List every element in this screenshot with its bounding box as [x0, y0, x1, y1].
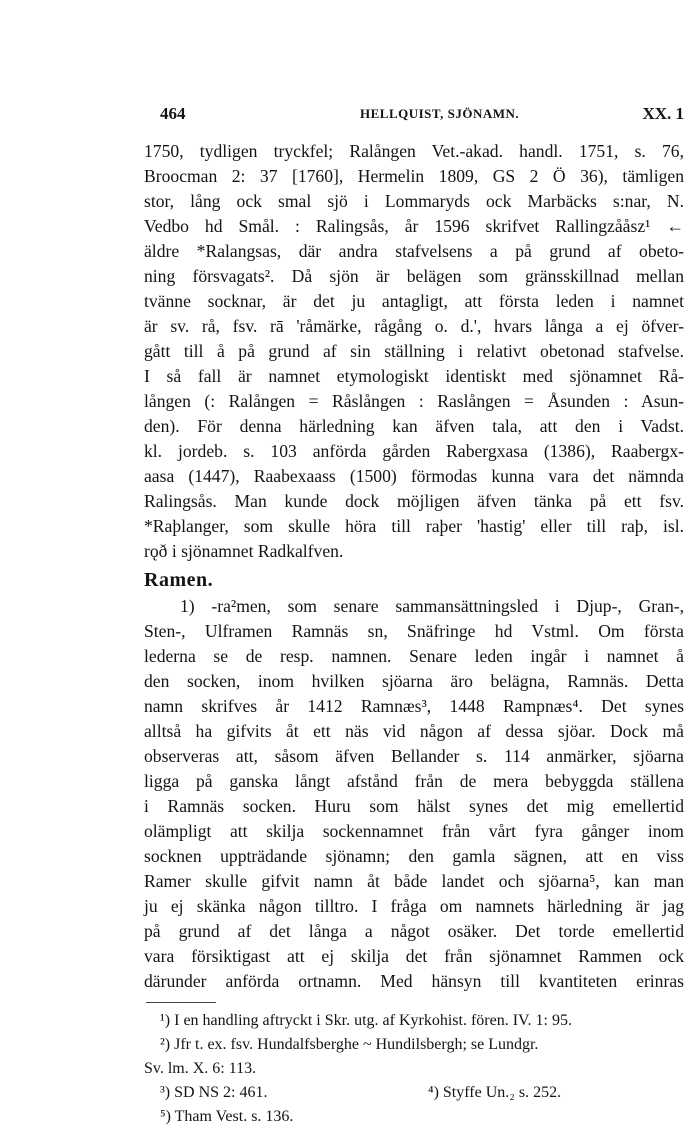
text-line: gått till å på grund af sin ställning i relativt obetonad stafvelse.: [144, 341, 684, 361]
footnote-4: ⁴) Styffe Un.₂ s. 252.: [428, 1084, 562, 1101]
footnote-row: [144, 1081, 684, 1105]
footnote-separator: [146, 1002, 216, 1003]
text-line: lederna se de resp. namnen. Senare leden ingår i namnet å: [144, 646, 684, 666]
text-line: på grund af det långa a något osäker. Det torde emellertid: [144, 921, 684, 941]
text-line: socknen uppträdande sjönamn; den gamla sägnen, att en viss: [144, 846, 684, 866]
text-line: den). För denna härledning kan äfven tala, att den i Vadst.: [144, 416, 684, 436]
footnote-2-continued: Sv. lm. X. 6: 113.: [144, 1060, 257, 1077]
page-number: 464: [160, 104, 186, 123]
text-line: Vedbo hd Smål. : Ralingsås, år 1596 skrifvet Rallingzååsz¹ ←: [144, 216, 684, 236]
text-line: alltså ha gifvits åt ett näs vid någon af dessa sjöar. Dock må: [144, 721, 684, 741]
running-title: HELLQUIST, SJÖNAMN.: [360, 106, 520, 121]
text-line: 1750, tydligen tryckfel; Ralången Vet.-akad. handl. 1751, s. 76,: [144, 141, 684, 161]
text-line: kl. jordeb. s. 103 anförda gården Rabergxasa (1386), Raabergx-: [144, 441, 684, 461]
text-line: *Raþlanger, som skulle höra till raþer 'hastig' eller till raþ, isl.: [144, 516, 684, 536]
section-number: XX. 1: [642, 104, 684, 123]
entry-heading: Ramen.: [144, 569, 214, 591]
text-line: tvänne socknar, är det ju antagligt, att första leden i namnet: [144, 291, 684, 311]
text-line: Ramer skulle gifvit namn åt både landet och sjöarna⁵, kan man: [144, 871, 684, 891]
footnote-1: ¹) I en handling aftryckt i Skr. utg. af Kyrkohist. fören. IV. 1: 95.: [160, 1012, 572, 1029]
text-line: i Ramnäs socken. Huru som hälst synes det mig emellertid: [144, 796, 684, 816]
text-line: Broocman 2: 37 [1760], Hermelin 1809, GS 2 Ö 36), tämligen: [144, 166, 684, 186]
text-line: stor, lång ock smal sjö i Lommaryds ock Marbäcks s:nar, N.: [144, 191, 684, 211]
text-line: därunder anförda ortnamn. Med hänsyn till kvantiteten erinras: [144, 971, 684, 991]
text-line: vara försiktigast att ej skilja det från sjönamnet Rammen ock: [144, 946, 684, 966]
text-line: observeras att, såsom äfven Bellander s. 114 anmärker, sjöarna: [144, 746, 684, 766]
text-line: 1) -ra²men, som senare sammansättningsled i Djup-, Gran-,: [180, 596, 684, 616]
footnotes: [144, 1009, 684, 1129]
page-header: [160, 104, 684, 128]
body-text: [144, 139, 684, 1129]
text-line: Ralingsås. Man kunde dock möjligen äfven tänka på ett fsv.: [144, 491, 684, 511]
text-line: ning försvagats². Då sjön är belägen som gränsskillnad mellan: [144, 266, 684, 286]
text-line: den socken, inom hvilken sjöarna äro belägna, Ramnäs. Detta: [144, 671, 684, 691]
text-line: Sten-, Ulframen Ramnäs sn, Snäfringe hd Vstml. Om första: [144, 621, 684, 641]
text-line: rǫð i sjönamnet Radkalfven.: [144, 541, 344, 561]
footnote-3: ³) SD NS 2: 461.: [160, 1084, 268, 1101]
text-line: olämpligt att skilja sockennamnet från vårt fyra gånger inom: [144, 821, 684, 841]
text-line: äldre *Ralangsas, där andra stafvelsens a på grund af obeto-: [144, 241, 684, 261]
text-line: aasa (1447), Raabexaass (1500) förmodas kunna vara det nämnda: [144, 466, 684, 486]
footnote-5: ⁵) Tham Vest. s. 136.: [160, 1108, 294, 1125]
footnote-2: ²) Jfr t. ex. fsv. Hundalfsberghe ~ Hundilsbergh; se Lundgr.: [160, 1036, 539, 1053]
text-line: är sv. rå, fsv. rā 'råmärke, rågång o. d.', hvars långa a ej öfver-: [144, 316, 684, 336]
text-line: ligga på ganska långt afstånd från de mera bebyggda ställena: [144, 771, 684, 791]
text-line: lången (: Ralången = Råslången : Raslången = Åsunden : Asun-: [144, 391, 684, 411]
text-line: namn skrifves år 1412 Ramnæs³, 1448 Rampnæs⁴. Det synes: [144, 696, 684, 716]
text-line: ju ej skänka någon tilltro. I fråga om namnets härledning är jag: [144, 896, 684, 916]
text-line: I så fall är namnet etymologiskt identiskt med sjönamnet Rå-: [144, 366, 684, 386]
